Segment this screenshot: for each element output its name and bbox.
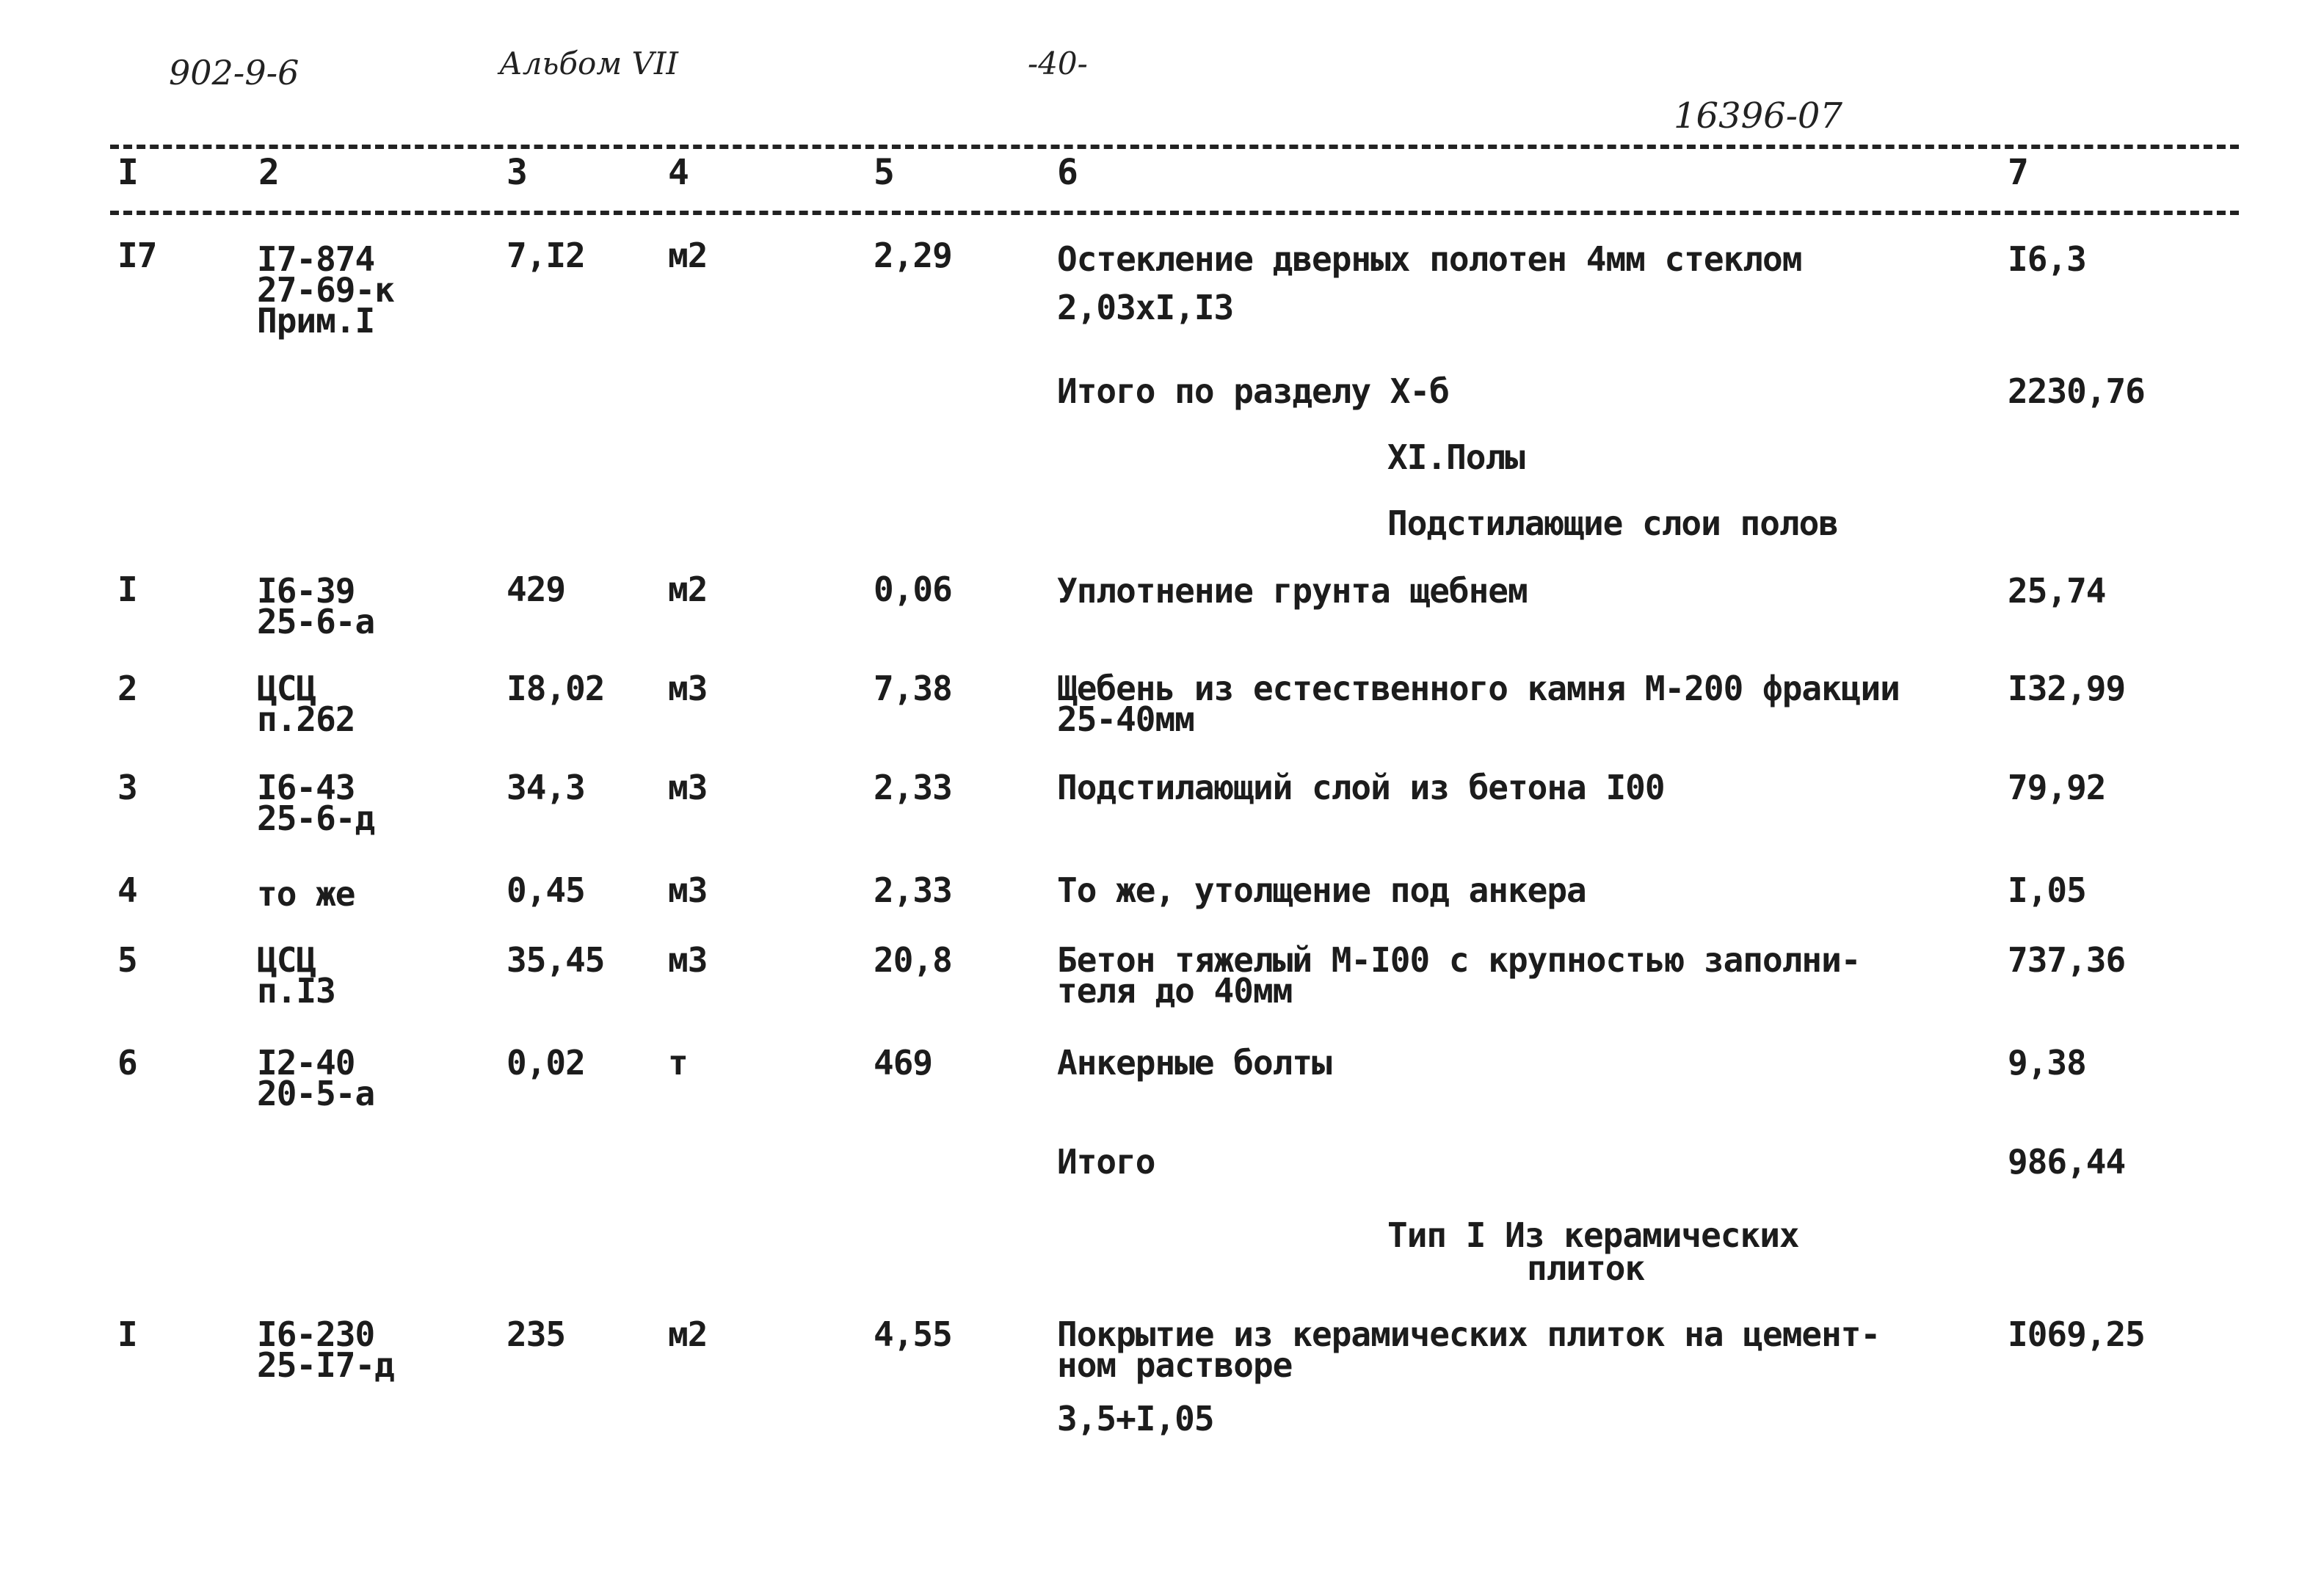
unit-price: 7,38	[874, 669, 952, 708]
description: 25-40мм	[1057, 699, 1194, 739]
quantity: I8,02	[506, 669, 605, 708]
description: теля до 40мм	[1057, 971, 1293, 1011]
row-number: I7	[117, 236, 157, 275]
quantity: 429	[506, 570, 566, 609]
quantity: 0,02	[506, 1043, 585, 1083]
unit: м3	[668, 768, 708, 807]
description: Остекление дверных полотен 4мм стеклом	[1057, 239, 1802, 279]
unit: м3	[668, 870, 708, 910]
column-header-2: 2	[258, 152, 280, 193]
row-number: 5	[117, 940, 137, 980]
norm-code: I6-39	[257, 571, 355, 611]
description: Подстилающий слой из бетона I00	[1057, 768, 1665, 807]
row-number: 6	[117, 1043, 137, 1083]
unit-price: 20,8	[874, 940, 952, 980]
unit: т	[668, 1043, 688, 1083]
norm-code: 25-6-а	[257, 602, 375, 641]
unit-price: 0,06	[874, 570, 952, 609]
section-heading: XI.Полы	[1387, 437, 1525, 477]
norm-code: I2-40	[257, 1043, 355, 1083]
column-header-3: 3	[506, 152, 528, 193]
subtotal-value: 986,44	[2008, 1142, 2126, 1182]
unit-price: 4,55	[874, 1314, 952, 1354]
norm-code: п.262	[257, 699, 355, 739]
total: 737,36	[2008, 940, 2126, 980]
document-number: 16396-07	[1674, 95, 1842, 137]
header-bottom-rule	[110, 211, 2239, 215]
description: ном растворе	[1057, 1345, 1293, 1385]
norm-code: ЦСЦ	[257, 669, 316, 708]
column-header-5: 5	[874, 152, 895, 193]
unit: м3	[668, 940, 708, 980]
norm-code: 25-6-д	[257, 799, 375, 838]
unit-price: 469	[874, 1043, 933, 1083]
subtotal-value: 2230,76	[2008, 371, 2145, 411]
row-number: 2	[117, 669, 137, 708]
total: I,05	[2008, 870, 2086, 910]
description: 2,03xI,I3	[1057, 288, 1234, 327]
total: I069,25	[2008, 1314, 2145, 1354]
norm-code: 27-69-к	[257, 270, 394, 310]
norm-code: 20-5-а	[257, 1074, 375, 1113]
subtotal-label: Итого по разделу X-б	[1057, 371, 1449, 411]
unit-price: 2,33	[874, 870, 952, 910]
description: Анкерные болты	[1057, 1043, 1332, 1083]
total: I6,3	[2008, 239, 2086, 279]
unit-price: 2,29	[874, 236, 952, 275]
norm-code: то же	[257, 874, 355, 914]
unit-price: 2,33	[874, 768, 952, 807]
row-number: I	[117, 570, 137, 609]
norm-code: 25-I7-д	[257, 1345, 394, 1385]
total: 9,38	[2008, 1043, 2086, 1083]
quantity: 7,I2	[506, 236, 585, 275]
column-header-1: I	[117, 152, 139, 193]
project-code: 902-9-6	[169, 53, 299, 92]
unit: м2	[668, 236, 708, 275]
column-header-7: 7	[2008, 152, 2029, 193]
quantity: 235	[506, 1314, 566, 1354]
description: Покрытие из керамических плиток на цемент-	[1057, 1314, 1881, 1354]
total: 25,74	[2008, 571, 2106, 611]
description: То же, утолщение под анкера	[1057, 870, 1586, 910]
norm-code: I6-230	[257, 1314, 375, 1354]
total: 79,92	[2008, 768, 2106, 807]
description: Щебень из естественного камня М-200 фракции	[1057, 669, 1900, 708]
quantity: 34,3	[506, 768, 585, 807]
type-heading: Тип I Из керамических	[1387, 1215, 1799, 1255]
norm-code: I6-43	[257, 768, 355, 807]
description: Уплотнение грунта щебнем	[1057, 571, 1528, 611]
quantity: 0,45	[506, 870, 585, 910]
unit: м2	[668, 570, 708, 609]
subsection-heading: Подстилающие слои полов	[1387, 503, 1838, 543]
row-number: 3	[117, 768, 137, 807]
description: 3,5+I,05	[1057, 1399, 1214, 1438]
unit: м3	[668, 669, 708, 708]
subtotal-label: Итого	[1057, 1142, 1155, 1182]
unit: м2	[668, 1314, 708, 1354]
norm-code: ЦСЦ	[257, 940, 316, 980]
page-number: -40-	[1028, 46, 1088, 81]
column-header-6: 6	[1057, 152, 1078, 193]
total: I32,99	[2008, 669, 2126, 708]
header-top-rule	[110, 145, 2239, 149]
norm-code: I7-874	[257, 239, 375, 279]
norm-code: Прим.I	[257, 301, 375, 341]
type-heading-cont: плиток	[1527, 1248, 1645, 1288]
row-number: I	[117, 1314, 137, 1354]
row-number: 4	[117, 870, 137, 910]
quantity: 35,45	[506, 940, 605, 980]
norm-code: п.I3	[257, 971, 335, 1011]
album-label: Альбом VII	[499, 46, 679, 81]
description: Бетон тяжелый М-I00 с крупностью заполни-	[1057, 940, 1861, 980]
column-header-4: 4	[668, 152, 689, 193]
